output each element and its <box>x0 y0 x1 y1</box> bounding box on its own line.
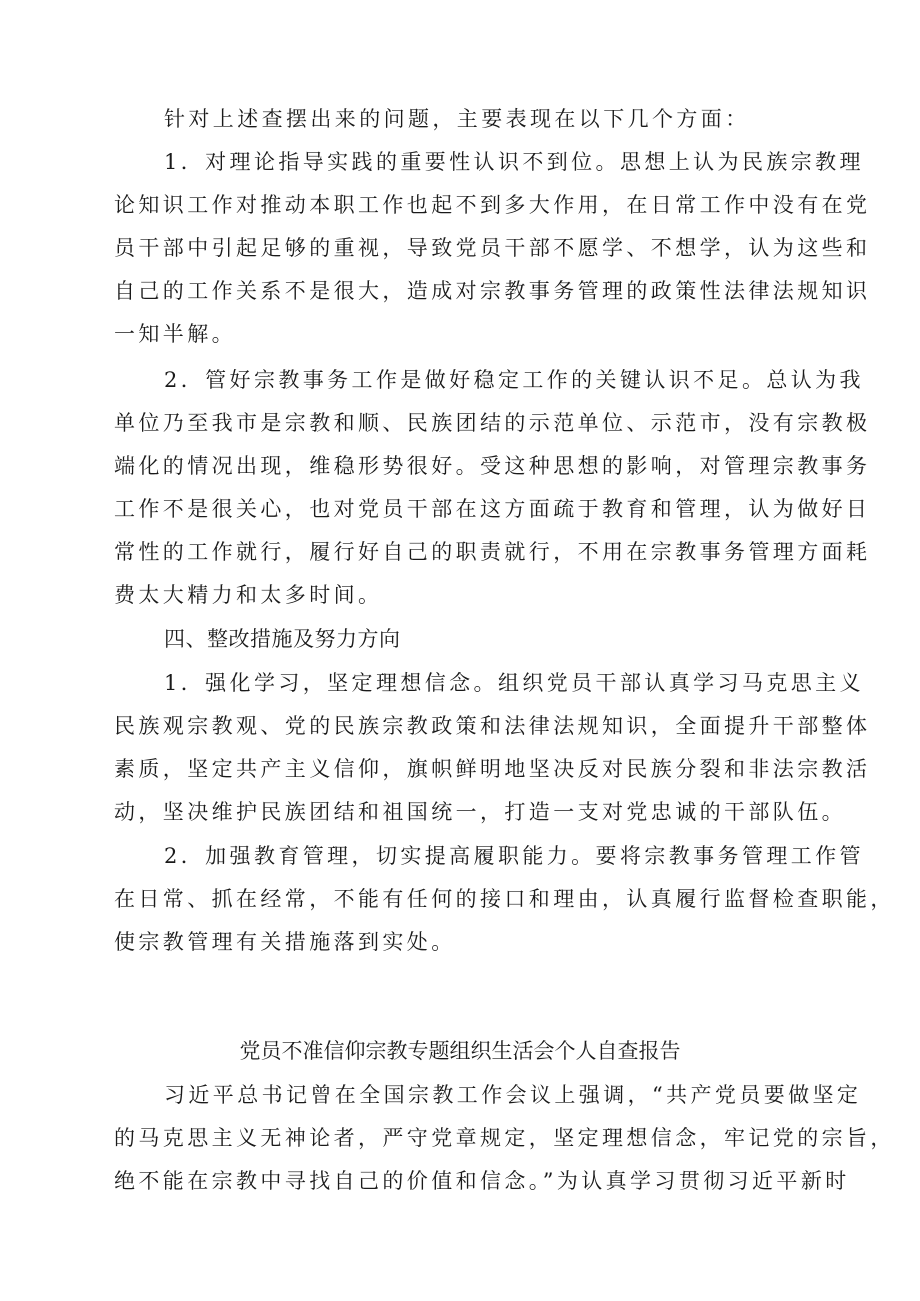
paragraph-line: 1．强化学习，坚定理想信念。组织党员干部认真学习马克思主义 <box>164 671 864 695</box>
paragraph-line: 在日常、抓在经常，不能有任何的接口和理由，认真履行监督检查职能， <box>114 887 895 911</box>
paragraph-line: 端化的情况出现，维稳形势很好。受这种思想的影响，对管理宗教事务 <box>114 454 871 478</box>
paragraph-line: 自己的工作关系不是很大，造成对宗教事务管理的政策性法律法规知识 <box>114 279 871 303</box>
paragraph-line: 常性的工作就行，履行好自己的职责就行，不用在宗教事务管理方面耗 <box>114 540 871 564</box>
paragraph-line: 1．对理论指导实践的重要性认识不到位。思想上认为民族宗教理 <box>164 150 864 174</box>
paragraph-line: 的马克思主义无神论者，严守党章规定，坚定理想信念，牢记党的宗旨， <box>114 1126 895 1150</box>
paragraph-line: 动，坚决维护民族团结和祖国统一，打造一支对党忠诚的干部队伍。 <box>114 800 846 824</box>
intro-paragraph: 针对上述查摆出来的问题，主要表现在以下几个方面： <box>164 107 750 131</box>
paragraph-line: 绝不能在宗教中寻找自己的价值和信念。”为认真学习贯彻习近平新时 <box>114 1169 850 1193</box>
paragraph-line: 员干部中引起足够的重视，导致党员干部不愿学、不想学，认为这些和 <box>114 236 871 260</box>
paragraph-line: 使宗教管理有关措施落到实处。 <box>114 930 456 954</box>
paragraph-line: 习近平总书记曾在全国宗教工作会议上强调，“共产党员要做坚定 <box>164 1083 862 1107</box>
paragraph-line: 费太大精力和太多时间。 <box>114 583 383 607</box>
paragraph-line: 一知半解。 <box>114 322 236 346</box>
report-title: 党员不准信仰宗教专题组织生活会个人自查报告 <box>239 1039 681 1063</box>
paragraph-line: 论知识工作对推动本职工作也起不到多大作用，在日常工作中没有在党 <box>114 193 871 217</box>
paragraph-line: 民族观宗教观、党的民族宗教政策和法律法规知识，全面提升干部整体 <box>114 714 871 738</box>
paragraph-line: 工作不是很关心，也对党员干部在这方面疏于教育和管理，认为做好日 <box>114 497 871 521</box>
section-heading: 四、整改措施及努力方向 <box>164 627 401 651</box>
paragraph-line: 2．管好宗教事务工作是做好稳定工作的关键认识不足。总认为我 <box>164 368 864 392</box>
paragraph-line: 素质，坚定共产主义信仰，旗帜鲜明地坚决反对民族分裂和非法宗教活 <box>114 757 871 781</box>
paragraph-line: 单位乃至我市是宗教和顺、民族团结的示范单位、示范市，没有宗教极 <box>114 411 871 435</box>
paragraph-line: 2．加强教育管理，切实提高履职能力。要将宗教事务管理工作管 <box>164 844 864 868</box>
